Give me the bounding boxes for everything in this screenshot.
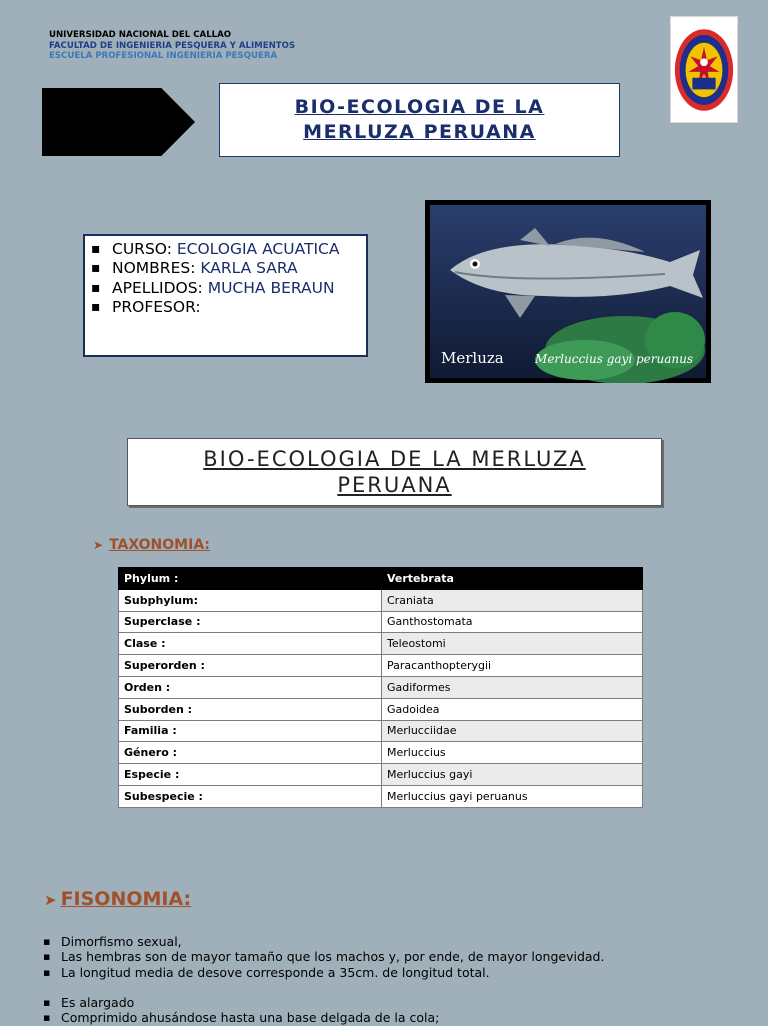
table-row — [119, 611, 643, 633]
info-item-apellidos: ▪ APELLIDOS: MUCHA BERAUN — [91, 279, 360, 298]
university-name: UNIVERSIDAD NACIONAL DEL CALLAO — [49, 30, 232, 40]
faculty-name: FACULTAD DE INGENIERIA PESQUERA Y ALIMENTOS — [49, 40, 296, 51]
table-row — [119, 676, 643, 698]
taxonomy-rank: Phylum : — [119, 568, 382, 590]
taxonomy-value: Paracanthopterygii — [382, 655, 643, 677]
taxonomy-value: Teleostomi — [382, 633, 643, 655]
taxonomy-rank: Superclase : — [119, 611, 382, 633]
fisonomia-heading: ➤ FISONOMIA: — [44, 888, 192, 910]
taxonomia-heading: ➤ TAXONOMIA: — [93, 537, 211, 553]
taxonomy-table — [118, 567, 643, 808]
school-name: ESCUELA PROFESIONAL INGENIERIA PESQUERA — [49, 51, 278, 61]
section-title-text: BIO-ECOLOGIA DE LA MERLUZA PERUANA — [203, 447, 586, 497]
table-row — [119, 720, 643, 742]
taxonomy-rank: Clase : — [119, 633, 382, 655]
info-item-curso: ▪ CURSO: ECOLOGIA ACUATICA — [91, 240, 360, 259]
document-title — [219, 83, 620, 157]
table-row — [119, 568, 643, 590]
taxonomy-value: Ganthostomata — [382, 611, 643, 633]
taxonomy-rank: Familia : — [119, 720, 382, 742]
taxonomy-value: Gadiformes — [382, 676, 643, 698]
info-item-nombres: ▪ NOMBRES: KARLA SARA — [91, 259, 360, 278]
table-row — [119, 698, 643, 720]
student-info-box — [83, 234, 368, 357]
taxonomy-rank: Especie : — [119, 764, 382, 786]
arrow-bullet-icon: ➤ — [44, 891, 57, 909]
arrow-shape — [42, 88, 195, 156]
table-row — [119, 633, 643, 655]
hake-stamp-image — [425, 200, 711, 383]
table-row — [119, 764, 643, 786]
table-row — [119, 589, 643, 611]
list-item: ▪ Comprimido ahusándose hasta una base delgada de la cola; — [43, 1010, 439, 1025]
table-row — [119, 785, 643, 807]
taxonomy-value: Vertebrata — [382, 568, 643, 590]
taxonomy-rank: Suborden : — [119, 698, 382, 720]
taxonomy-rank: Orden : — [119, 676, 382, 698]
institution-header — [49, 30, 295, 62]
taxonomy-rank: Superorden : — [119, 655, 382, 677]
fisonomia-list-2 — [43, 995, 439, 1026]
seal-icon — [671, 17, 737, 122]
arrow-bullet-icon: ➤ — [93, 538, 104, 552]
taxonomy-rank: Género : — [119, 742, 382, 764]
section-title-box — [127, 438, 662, 506]
list-item: ▪ Es alargado — [43, 995, 439, 1010]
university-seal-logo — [670, 16, 738, 123]
taxonomy-rank: Subespecie : — [119, 785, 382, 807]
taxonomy-value: Merluccius gayi — [382, 764, 643, 786]
info-item-profesor: ▪ PROFESOR: — [91, 298, 360, 317]
taxonomy-value: Merlucciidae — [382, 720, 643, 742]
taxonomy-value: Craniata — [382, 589, 643, 611]
photo-caption-common-name: Merluza — [441, 349, 504, 367]
document-title-text: BIO-ECOLOGIA DE LA MERLUZA PERUANA — [294, 96, 545, 143]
list-item: ▪ La longitud media de desove corresponde a 35cm. de longitud total. — [43, 965, 604, 980]
list-item: ▪ Dimorfismo sexual, — [43, 934, 604, 949]
taxonomy-value: Merluccius — [382, 742, 643, 764]
fisonomia-list-1 — [43, 934, 604, 980]
taxonomy-value: Gadoidea — [382, 698, 643, 720]
taxonomy-value: Merluccius gayi peruanus — [382, 785, 643, 807]
photo-caption-scientific-name: Merluccius gayi peruanus — [535, 352, 693, 366]
list-item: ▪ Las hembras son de mayor tamaño que los machos y, por ende, de mayor longevidad. — [43, 949, 604, 964]
taxonomy-rank: Subphylum: — [119, 589, 382, 611]
table-row — [119, 655, 643, 677]
table-row — [119, 742, 643, 764]
